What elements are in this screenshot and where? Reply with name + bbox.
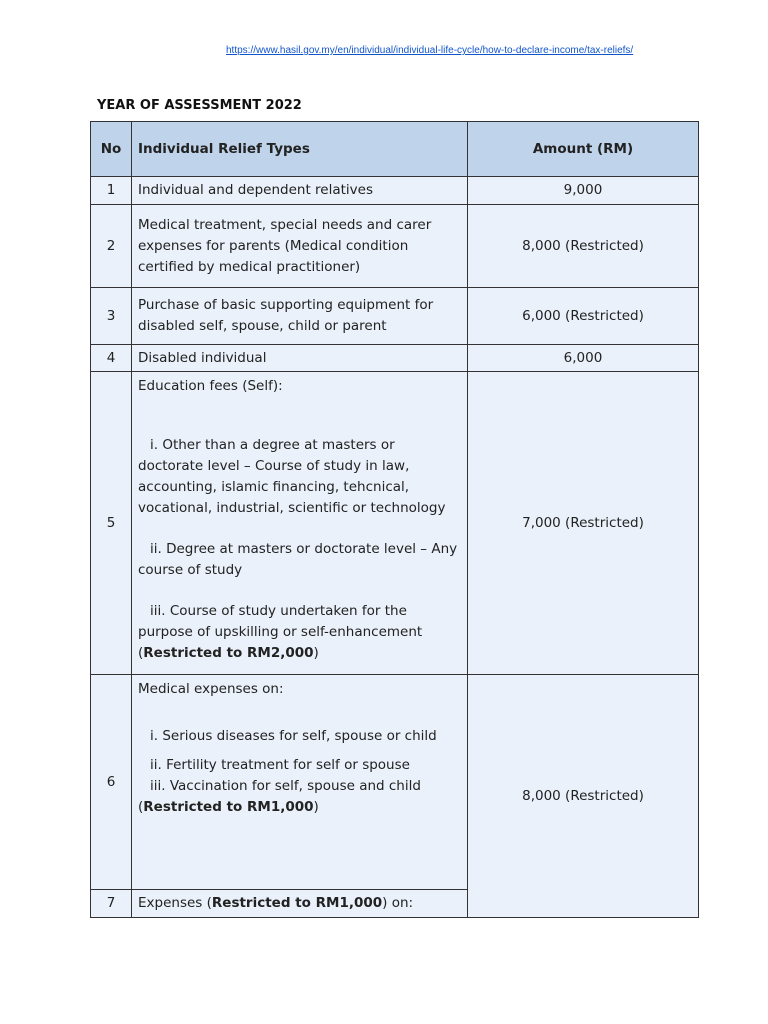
- row-type-title: Medical expenses on:: [138, 681, 284, 697]
- table-row: [91, 288, 699, 345]
- row-no: 3: [91, 288, 132, 345]
- list-item: iii. Course of study undertaken for the purpose of upskilling or self-enhancement: [138, 603, 423, 640]
- row-amount: 9,000: [468, 177, 699, 205]
- row-type: Disabled individual: [132, 345, 468, 372]
- row-no: 7: [91, 890, 132, 918]
- row-no: 5: [91, 372, 132, 675]
- list-item: ii. Degree at masters or doctorate level – Any course of study: [138, 541, 458, 578]
- row-type: Purchase of basic supporting equipment for disabled self, spouse, child or parent: [132, 288, 468, 345]
- page-heading: YEAR OF ASSESSMENT 2022: [97, 98, 302, 113]
- header-amount: Amount (RM): [468, 122, 699, 177]
- source-link[interactable]: https://www.hasil.gov.my/en/individual/individual-life-cycle/how-to-declare-income/tax-reliefs/: [226, 45, 634, 56]
- row-amount: 6,000: [468, 345, 699, 372]
- row-amount: 8,000 (Restricted): [468, 205, 699, 288]
- row-no: 1: [91, 177, 132, 205]
- list-item: ii. Fertility treatment for self or spouse: [150, 757, 410, 773]
- list-item: i. Serious diseases for self, spouse or child: [150, 728, 437, 744]
- row-type: Expenses (Restricted to RM1,000) on:: [132, 890, 468, 918]
- row-amount: 7,000 (Restricted): [468, 372, 699, 675]
- row-no: 2: [91, 205, 132, 288]
- row-type: Medical treatment, special needs and carer expenses for parents (Medical condition certified by medical practitioner): [132, 205, 468, 288]
- row-no: 4: [91, 345, 132, 372]
- restriction-note: (Restricted to RM1,000): [138, 799, 319, 815]
- table-row: [91, 675, 699, 890]
- table-row: [91, 345, 699, 372]
- header-no: No: [91, 122, 132, 177]
- table-row: [91, 205, 699, 288]
- header-relief-types: Individual Relief Types: [132, 122, 468, 177]
- row-amount: 8,000 (Restricted): [468, 675, 699, 918]
- list-item: iii. Vaccination for self, spouse and child: [150, 778, 421, 794]
- table-header-row: [91, 122, 699, 177]
- row-type: [132, 675, 468, 890]
- restriction-note: (Restricted to RM2,000): [138, 645, 319, 661]
- row-type-title: Education fees (Self):: [138, 378, 283, 394]
- table-row: [91, 177, 699, 205]
- row-type: Individual and dependent relatives: [132, 177, 468, 205]
- tax-relief-table: [90, 121, 699, 918]
- table-row: [91, 372, 699, 675]
- list-item: i. Other than a degree at masters or doctorate level – Course of study in law, accounting, islamic financing, tehcnical, vocational, industrial, scientific or technology: [138, 437, 446, 516]
- row-no: 6: [91, 675, 132, 890]
- row-type: [132, 372, 468, 675]
- row-amount: 6,000 (Restricted): [468, 288, 699, 345]
